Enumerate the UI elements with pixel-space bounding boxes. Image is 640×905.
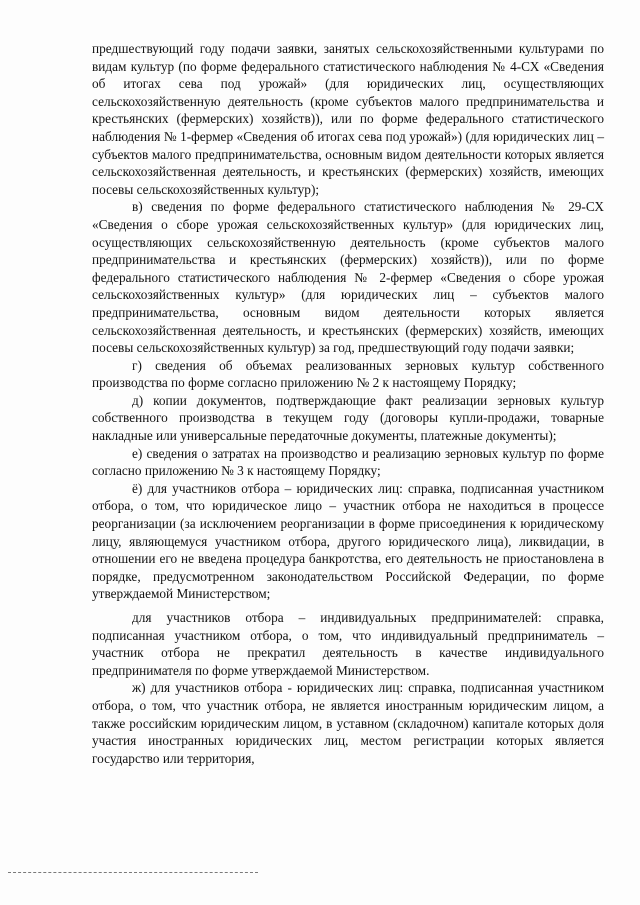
paragraph-individual-entrepreneurs: для участников отбора – индивидуальных предпринимателей: справка, подписанная участником отбора, о том, что индивидуальный предприниматель – участник отбора не прекратил деятельность в качестве индивидуального предпринимателя по форме утверждаемой Министерством. xyxy=(92,610,604,678)
paragraph-item-zh: ж) для участников отбора - юридических лиц: справка, подписанная участником отбора, о том, что участник отбора, не является иностранным юридическим лицом, а также российским юридическим лицом, в уставном (складочном) капитале которых доля участия иностранных юридических лиц, местом регистрации которых является государство или территория, xyxy=(92,680,604,766)
paragraph-item-v: в) сведения по форме федерального статистического наблюдения № 29-СХ «Сведения о сборе урожая сельскохозяйственных культур» (для юридических лиц, осуществляющих сельскохозяйственную деятельность (кроме субъектов малого предпринимательства и крестьянских (фермерских) хозяйств)), или по форме федерального статистического наблюдения № 2-фермер «Сведения о сборе урожая сельскохозяйственных культур» (для юридических лиц – субъектов малого предпринимательства, основным видом деятельности которых является сельскохозяйственная деятельность, и крестьянских (фермерских) хозяйств, имеющих посевы сельскохозяйственных культур) за год, предшествующий году подачи заявки; xyxy=(92,199,604,356)
paragraph-item-yo: ё) для участников отбора – юридических лиц: справка, подписанная участником отбора, о том, что юридическое лицо – участник отбора не находиться в процессе реорганизации (за исключением реорганизации в форме присоединения к юридическому лицу, являющемуся участником отбора, другого юридического лица), ликвидации, в отношении его не введена процедура банкротства, его деятельность не приостановлена в порядке, предусмотренном законодательством Российской Федерации, по форме утверждаемой Министерством; xyxy=(92,480,604,602)
paragraph-item-e: е) сведения о затратах на производство и реализацию зерновых культур по форме согласно приложению № 3 к настоящему Порядку; xyxy=(92,445,604,479)
paragraph-continuation: предшествующий году подачи заявки, занятых сельскохозяйственными культурами по видам культур (по форме федерального статистического наблюдения № 4-СХ «Сведения об итогах сева под урожай» (для юридических лиц, осуществляющих сельскохозяйственную деятельность (кроме субъектов малого предпринимательства и крестьянских (фермерских) хозяйств)), или по форме федерального статистического наблюдения № 1-фермер «Сведения об итогах сева под урожай») (для юридических лиц – субъектов малого предпринимательства, основным видом деятельности которых является сельскохозяйственная деятельность, и крестьянских (фермерских) хозяйств, имеющих посевы сельскохозяйственных культур); xyxy=(92,41,604,197)
document-body xyxy=(92,40,604,767)
paragraph-item-d: д) копии документов, подтверждающие факт реализации зерновых культур собственного производства в текущем году (договоры купли-продажи, товарные накладные или универсальные передаточные документы, платежные документы); xyxy=(92,392,604,444)
footer-divider xyxy=(8,872,258,873)
paragraph-item-g: г) сведения об объемах реализованных зерновых культур собственного производства по форме согласно приложению № 2 к настоящему Порядку; xyxy=(92,357,604,391)
